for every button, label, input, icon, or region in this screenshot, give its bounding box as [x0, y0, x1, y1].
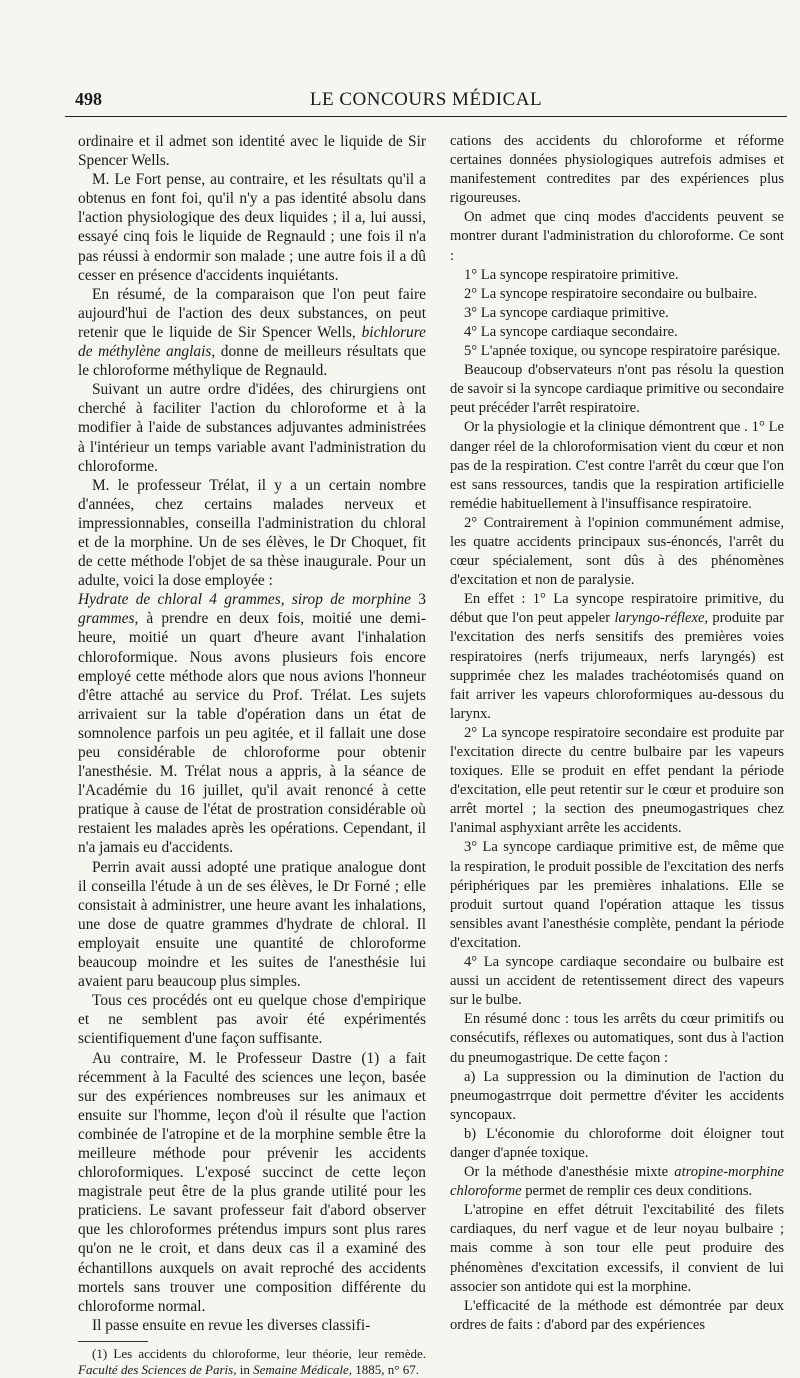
italic-term: bichlorure de méthylène anglais — [78, 323, 426, 361]
paragraph: ordinaire et il admet son identité avec le liquide de Sir Spencer Wells. — [78, 133, 426, 170]
paragraph: En résumé donc : tous les arrêts du cœur primitifs ou consécutifs, réflexes ou automatiques, sont dus à l'action du pneumogastrique. De cette façon : — [450, 1011, 784, 1066]
footnote-text: 1885, n° 67. — [352, 1361, 419, 1377]
paragraph: M. le professeur Trélat, il y a un certain nombre d'années, chez certains malades nerveux et impressionnables, conseilla l'administration du chloral et de la morphine. Un de ses élèves, le Dr Choquet, fit de cette méthode l'objet de sa thèse inaugurale. Pour un adulte, voici la dose employée : — [78, 476, 426, 590]
footnote — [78, 1346, 426, 1378]
left-column — [78, 132, 426, 1378]
paragraph — [78, 590, 426, 857]
paragraph — [78, 285, 426, 380]
paragraph: M. Le Fort pense, au contraire, et les résultats qu'il a obtenus en font foi, qu'il n'y a pas identité absolu dans l'action physiologique des deux liquides ; il a, lui aussi, essayé cinq fois le liquide de Regnauld ; une fois il n'a pas réussi à endormir son malade ; une autre fois il a dû cesser en présence d'accidents inquiétants. — [78, 171, 426, 284]
paragraph: Il passe ensuite en revue les diverses classifi- — [92, 1316, 371, 1334]
list-item: 4° La syncope cardiaque secondaire. — [464, 323, 678, 340]
paragraph: 2° La syncope respiratoire secondaire est produite par l'excitation directe du centre bulbaire par les vapeurs toxiques. Elle se produit en effet pendant la période d'excitation, elle peut retentir sur le cœur et produire son arrêt mortel ; la section des pneumogastriques chez l'animal asphyxiant arrête les accidents. — [450, 724, 784, 837]
paragraph: Suivant un autre ordre d'idées, des chirurgiens ont cherché à faciliter l'action du chloroforme et à la modifier à l'aide de substances adjuvantes administrées à l'intérieur un temps variable avant l'administration du chloroforme. — [78, 381, 426, 475]
text-run: En effet : 1° La syncope respiratoire primitive, du début que l'on peut appeler — [450, 591, 784, 627]
paragraph: Beaucoup d'observateurs n'ont pas résolu la question de savoir si la syncope cardiaque primitive ou secondaire peut précéder l'arrêt respiratoire. — [450, 362, 784, 417]
paragraph: Tous ces procédés ont eu quelque chose d'empirique et ne semblent pas avoir été expérimentés scientifiquement d'une façon suffisante. — [78, 992, 426, 1048]
text-run: permet de remplir ces deux conditions. — [521, 1183, 753, 1200]
footnote-text: in — [236, 1361, 254, 1377]
footnote-text: (1) Les accidents du chloroforme, leur théorie, leur remède. — [92, 1345, 426, 1361]
list-item: 3° La syncope cardiaque primitive. — [464, 304, 669, 321]
running-title: LE CONCOURS MÉDICAL — [309, 89, 543, 110]
paragraph: Perrin avait aussi adopté une pratique analogue dont il conseilla l'étude à un de ses élèves, le Dr Forné ; elle consistait à administrer, une heure avant les inhalations, une dose de quatre grammes d'hydrate de chloral. Il employait ensuite une quantité de chloroforme beaucoup moindre et les suites de l'anesthésie lui avaient paru beaucoup plus simples. — [78, 858, 426, 991]
paragraph: L'efficacité de la méthode est démontrée par deux ordres de faits : d'abord par des expériences — [450, 1297, 784, 1333]
footnote-divider — [78, 1341, 148, 1342]
list-item: 5° L'apnée toxique, ou syncope respiratoire parésique. — [464, 343, 781, 360]
italic-term: grammes — [78, 610, 135, 628]
text-run: 3 — [411, 591, 426, 609]
paragraph — [450, 1163, 784, 1201]
paragraph: Or la physiologie et la clinique démontrent que . 1° Le danger réel de la chloroformisation vient du cœur et non pas de la respiration. C'est contre l'arrêt du cœur que l'on est sans ressources, tandis que la respiration artificielle remédie habituellement à l'insuffisance respiratoire. — [450, 419, 784, 512]
footnote-source: Faculté des Sciences de Paris, — [78, 1361, 237, 1377]
page-number: 498 — [75, 89, 102, 109]
list-item: 1° La syncope respiratoire primitive. — [464, 266, 679, 283]
text-run: , à prendre en deux fois, moitié une demi-heure, moitié un quart d'heure avant l'inhalation chloroformique. Nous avons plusieurs fois encore employé cette méthode alors que nous avions l'honneur d'être attaché au service du Prof. Trélat. Les sujets arrivaient sur la table d'opération dans un état de somnolence parfois un peu agitée, et il fallait une dose peu considérable de chloroforme pour obtenir l'anesthésie. M. Trélat nous a appris, à la séance de l'Académie du 16 juillet, qu'il avait renoncé à cette pratique à cause de l'état de prostration considérable où restaient les malades après les opérations. Cependant, il n'a jamais eu d'accidents. — [78, 610, 426, 857]
paragraph: On admet que cinq modes d'accidents peuvent se montrer durant l'administration du chloroforme. Ce sont : — [450, 209, 784, 264]
italic-term: Hydrate de chloral 4 grammes, sirop de morphine — [78, 591, 412, 609]
paragraph: Au contraire, M. le Professeur Dastre (1) a fait récemment à la Faculté des sciences une leçon, basée sur des expériences nombreuses sur les animaux et ensuite sur l'homme, leçon d'où il résulte que l'action combinée de l'atropine et de la morphine semble être la meilleure méthode pour prévenir les accidents chloroformiques. L'exposé succinct de cette leçon magistrale peut être de la plus grande utilité pour les praticiens. Le savant professeur fait d'abord observer que les chloroformes prétendus impurs sont plus rares qu'on ne le croit, et dans deux cas il a examiné des échantillons auxquels on avait reproché des accidents mortels sans trouver une composition différente du chloroforme normal. — [78, 1049, 426, 1315]
paragraph — [450, 590, 784, 724]
text-run: Or la méthode d'anesthésie mixte — [464, 1164, 669, 1181]
page-header — [65, 86, 787, 117]
text-run: , donne de meilleurs résultats que le chloroforme méthylique de Regnauld. — [78, 343, 426, 380]
paragraph: cations des accidents du chloroforme et réforme certaines données physiologiques autrefois admises et manifestement contredites par des expériences plus rigoureuses. — [450, 133, 784, 207]
list-item: 2° La syncope respiratoire secondaire ou bulbaire. — [464, 285, 758, 302]
paragraph: 3° La syncope cardiaque primitive est, de même que la respiration, le produit possible de l'excitation des nerfs périphériques par les premières inhalations. Elle se produit surtout quand l'opération attaque les tissus sensibles avant l'anesthésie complète, pendant la période d'excitation. — [450, 839, 784, 951]
text-run: En résumé, de la comparaison que l'on peut faire aujourd'hui de l'action des deux substances, on peut retenir que le liquide de Sir Spencer Wells, — [78, 285, 426, 341]
footnote-journal: Semaine Médicale, — [253, 1361, 353, 1377]
paragraph: 4° La syncope cardiaque secondaire ou bulbaire est aussi un accident de retentissement direct des vapeurs sur le bulbe. — [450, 954, 784, 1009]
paragraph: 2° Contrairement à l'opinion communément admise, les quatre accidents principaux sus-énoncés, l'arrêt du cœur spécialement, sont dûs à des phénomènes d'excitation et non de paralysie. — [450, 514, 784, 589]
italic-term: atropine-morphine chloroforme — [450, 1164, 784, 1200]
list-item: a) La suppression ou la diminution de l'action du pneumogastrrque doit permettre d'éviter les accidents syncopaux. — [450, 1068, 784, 1123]
right-column — [450, 132, 784, 1335]
text-run: produite par l'excitation des nerfs sensitifs des premières voies respiratoires (nerfs trijumeaux, nerfs laryngés) est supprimée chez les malades trachéotomisés quand on fait arriver les vapeurs chloroformiques au-dessous du larynx. — [450, 610, 784, 722]
paragraph: L'atropine en effet détruit l'excitabilité des filets cardiaques, du nerf vague et de leur noyau bulbaire ; mais comme à son tour elle peut produire des phénomènes d'excitation excessifs, il convient de lui associer son antidote qui est la morphine. — [450, 1202, 784, 1295]
list-item: b) L'économie du chloroforme doit éloigner tout danger d'apnée toxique. — [450, 1125, 784, 1161]
italic-term: laryngo-réflexe, — [614, 610, 709, 627]
